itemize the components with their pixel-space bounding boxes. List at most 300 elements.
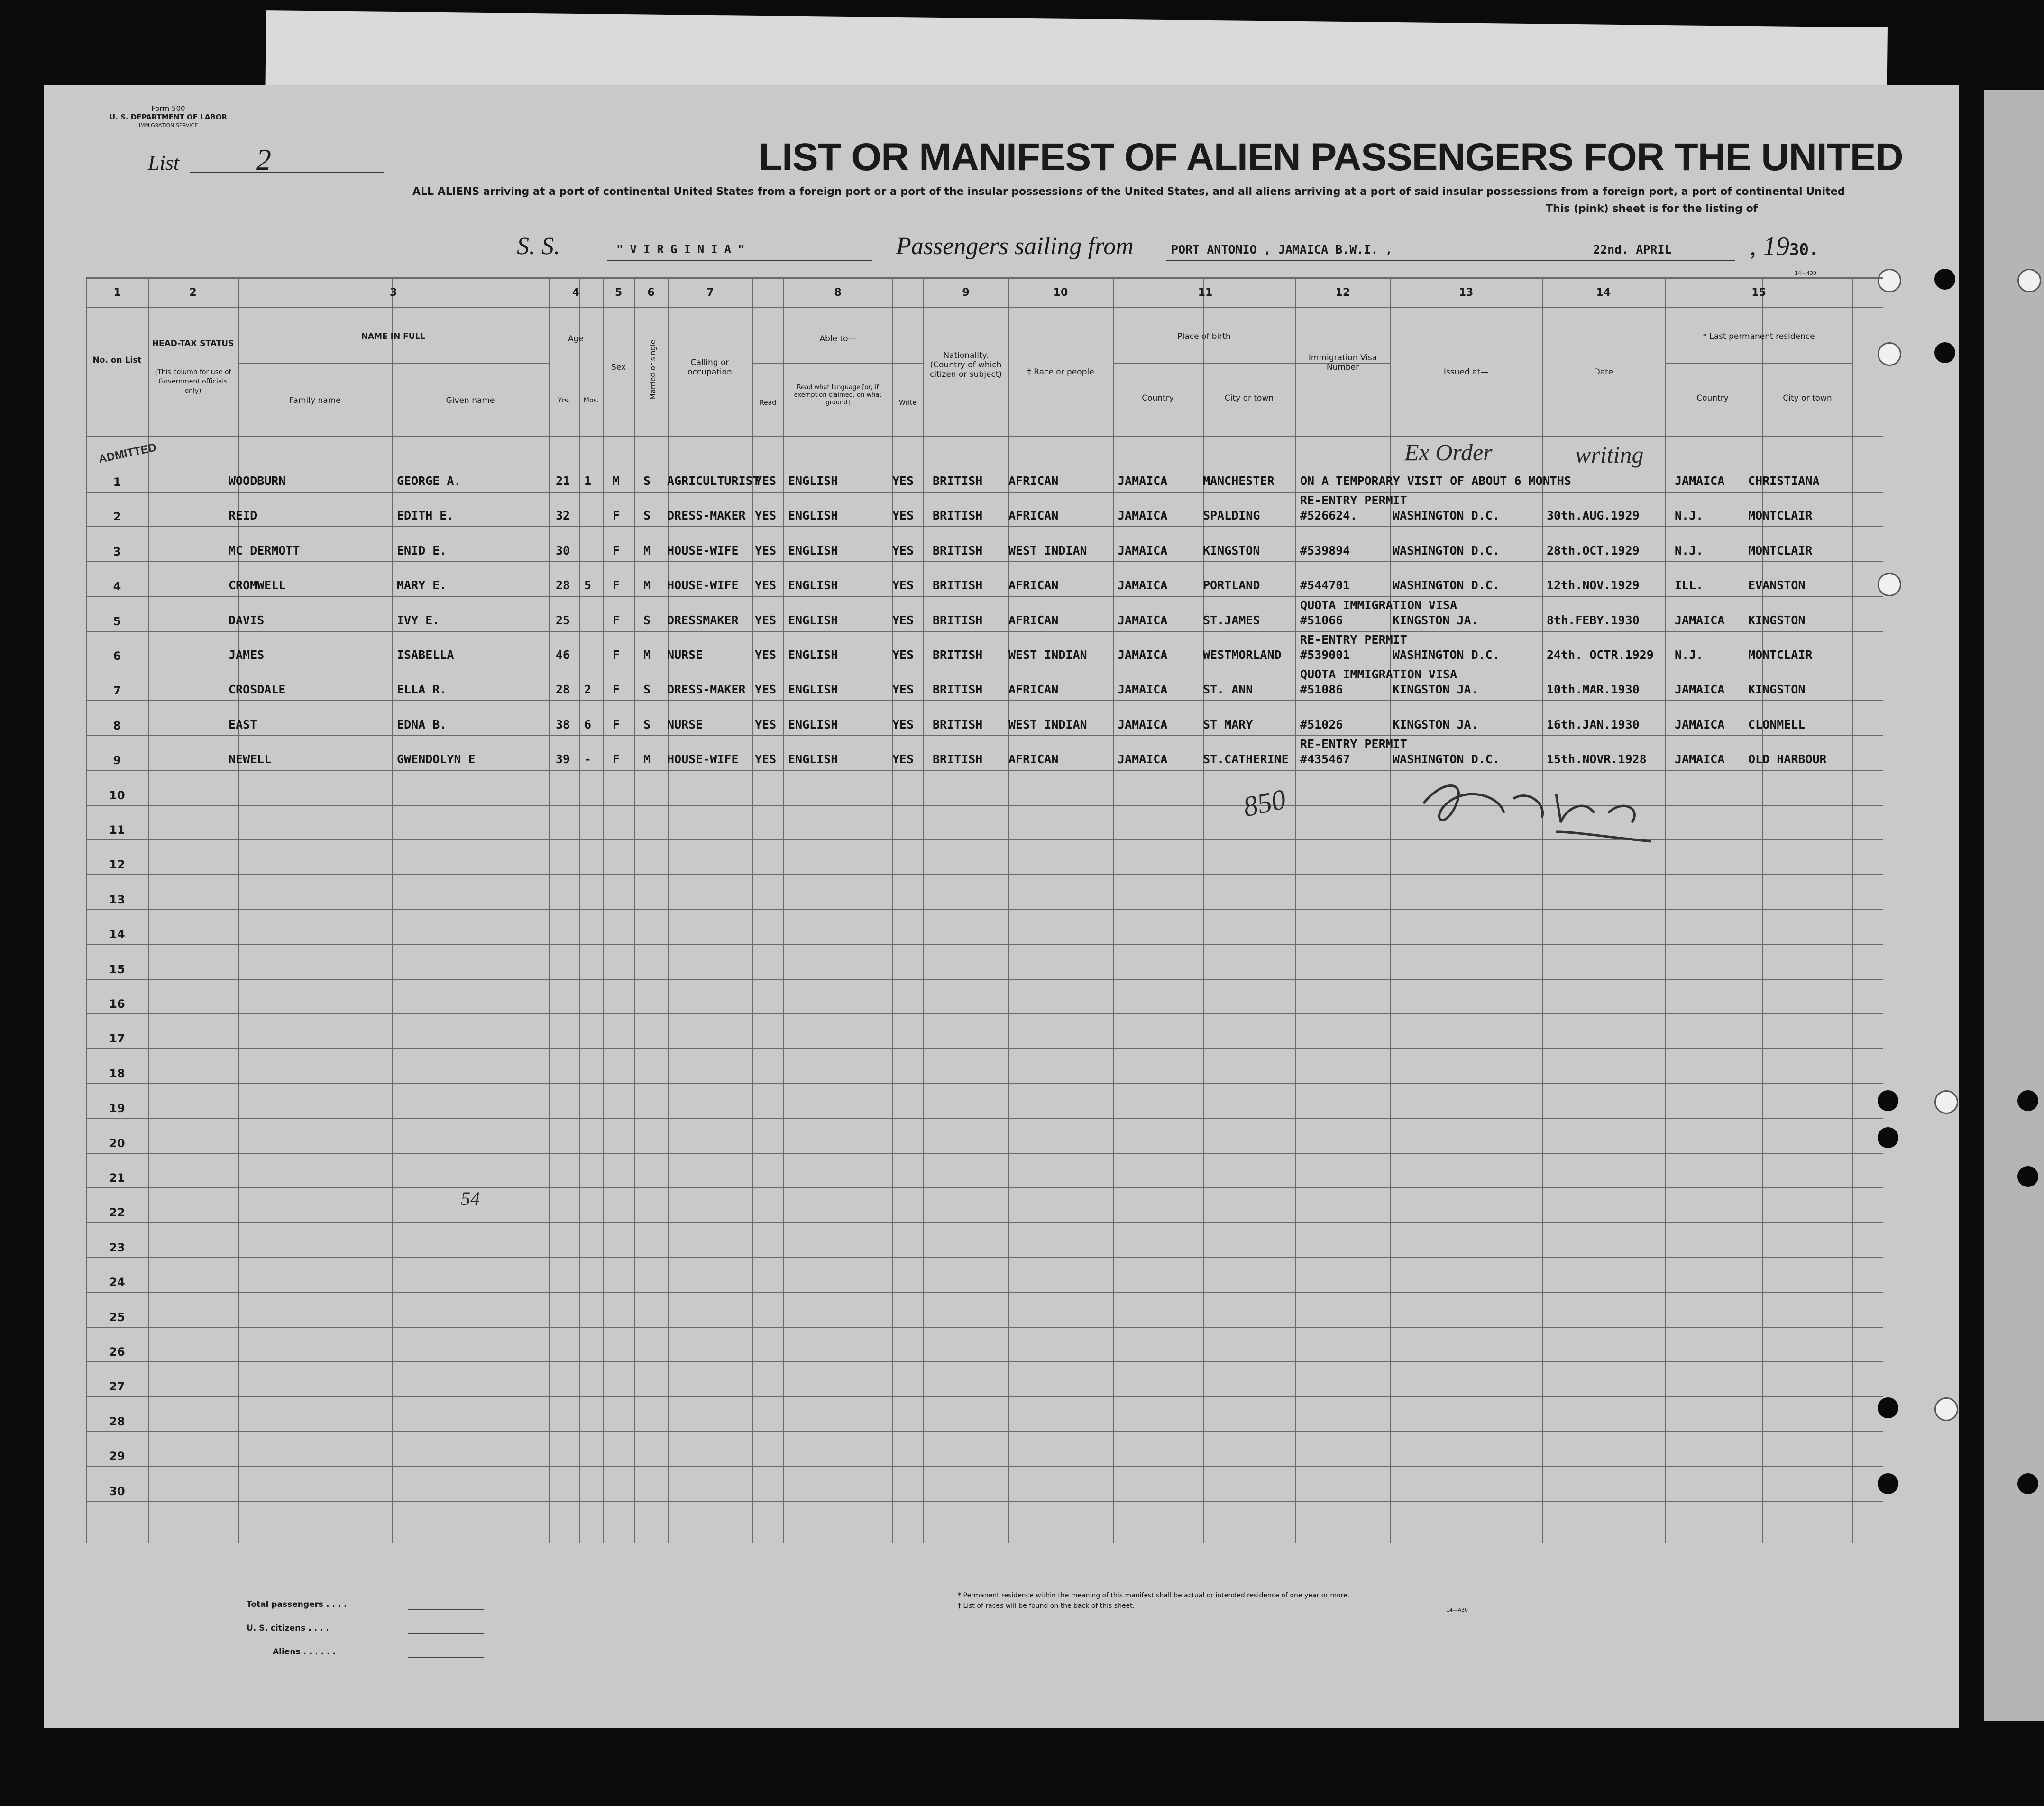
passenger-race: AFRICAN [1008,474,1059,488]
punch-hole-icon [2017,269,2041,292]
row-number: 30 [109,1484,125,1498]
punch-hole-icon [2017,1090,2038,1111]
row-number: 18 [109,1067,125,1080]
passenger-birth-country: JAMAICA [1118,752,1168,766]
header-visa: Immigration Visa Number [1308,353,1377,372]
manifest-subtitle: ALL ALIENS arriving at a port of continental United States from a foreign port or a port of the insular possessions of the United States, and all aliens arriving at a port of said insular possessions from a foreign port, a port of continental United [412,186,1845,198]
inspector-signature-icon [1404,770,1727,856]
passenger-family-name: MC DERMOTT [229,543,300,557]
row-divider [86,1257,1883,1258]
passenger-language: ENGLISH [788,683,838,697]
passenger-birth-city: SPALDING [1203,509,1260,523]
passenger-birth-country: JAMAICA [1118,578,1168,593]
passenger-visa-number: #51026 [1300,717,1343,731]
passenger-visa-date: 28th.OCT.1929 [1547,543,1640,557]
passenger-visa-type: RE-ENTRY PERMIT [1300,633,1407,647]
passenger-sex: F [613,717,620,731]
handwritten-signature: 850 [1240,783,1289,823]
col-number: 4 [572,287,580,299]
header-birth-city: City or town [1224,393,1274,403]
passenger-visa-date: 30th.AUG.1929 [1547,509,1640,523]
row-number: 1 [113,475,121,489]
header-head-tax-note: (This column for use of Government officials only) [155,368,231,395]
passenger-visa-issued-at: KINGSTON JA. [1393,717,1478,731]
passenger-occupation: DRESS-MAKER [667,683,746,697]
row-number: 2 [113,510,121,524]
passenger-can-write: YES [892,613,914,627]
header-no-on-list: No. on List [92,356,142,365]
passenger-residence-country: JAMAICA [1675,613,1725,627]
passenger-occupation: DRESSMAKER [667,613,739,627]
passenger-birth-city: ST MARY [1203,717,1253,731]
row-divider [86,1083,1883,1084]
passenger-nationality: BRITISH [933,474,983,488]
row-number: 5 [113,614,121,628]
row-divider [86,979,1883,980]
passenger-birth-country: JAMAICA [1118,613,1168,627]
row-number: 16 [109,997,125,1011]
punch-hole-icon [2017,1166,2038,1187]
passenger-birth-city: PORTLAND [1203,578,1260,593]
passenger-race: WEST INDIAN [1008,543,1087,557]
passenger-can-read: YES [755,509,777,523]
passenger-visa-number: ON A TEMPORARY VISIT OF ABOUT 6 MONTHS [1300,474,1571,488]
passenger-residence-country: JAMAICA [1675,752,1725,766]
header-date: Date [1594,367,1613,377]
passenger-can-write: YES [892,717,914,731]
sailing-year: , 1930. [1750,232,1819,261]
passenger-sex: F [613,648,620,662]
row-number: 9 [113,754,121,767]
handwritten-note: writing [1575,441,1644,468]
punch-hole-icon [2017,1473,2038,1494]
passenger-birth-city: MANCHESTER [1203,474,1274,488]
passenger-residence-city: OLD HARBOUR [1748,752,1827,766]
passenger-given-name: EDITH E. [397,509,454,523]
col-number: 12 [1335,287,1350,299]
row-divider [86,492,1883,493]
header-last-residence: * Last permanent residence [1703,332,1815,341]
form-identifier: Form 500 U. S. DEPARTMENT OF LABOR IMMIGRATION SERVICE [109,104,228,128]
row-number: 8 [113,719,121,732]
passenger-birth-country: JAMAICA [1118,543,1168,557]
passenger-race: AFRICAN [1008,509,1059,523]
footnote-races: † List of races will be found on the back of this sheet. [958,1602,1135,1610]
header-race: † Race or people [1027,367,1094,377]
passenger-can-read: YES [755,683,777,697]
sailing-label: Passengers sailing from [896,233,1134,260]
header-yrs: Yrs. [558,397,570,404]
col-number: 7 [706,287,714,299]
passenger-visa-type: RE-ENTRY PERMIT [1300,493,1407,508]
row-divider [86,1292,1883,1293]
passenger-family-name: DAVIS [229,613,265,627]
row-divider [86,909,1883,910]
passenger-birth-country: JAMAICA [1118,474,1168,488]
header-given-name: Given name [446,396,495,405]
passenger-birth-city: ST.JAMES [1203,613,1260,627]
row-number: 23 [109,1240,125,1254]
passenger-residence-country: JAMAICA [1675,717,1725,731]
passenger-nationality: BRITISH [933,578,983,593]
passenger-visa-type: RE-ENTRY PERMIT [1300,737,1407,751]
passenger-nationality: BRITISH [933,683,983,697]
passenger-marital-status: M [643,648,651,662]
header-name-in-full: NAME IN FULL [361,332,426,341]
manifest-table [86,277,1883,1543]
row-number: 13 [109,893,125,906]
passenger-family-name: REID [229,509,257,523]
passenger-visa-date: 16th.JAN.1930 [1547,717,1640,731]
passenger-can-write: YES [892,578,914,593]
punch-hole-icon [1934,342,1955,363]
row-divider [86,631,1883,632]
manifest-title: LIST OR MANIFEST OF ALIEN PASSENGERS FOR THE UNITED [759,136,1903,179]
passenger-given-name: GEORGE A. [397,474,461,488]
passenger-visa-number: #544701 [1300,578,1350,593]
passenger-family-name: CROMWELL [229,578,286,593]
row-number: 3 [113,545,121,558]
row-number: 6 [113,649,121,663]
passenger-occupation: DRESS-MAKER [667,509,746,523]
passenger-can-read: YES [755,543,777,557]
passenger-visa-issued-at: WASHINGTON D.C. [1393,648,1500,662]
passenger-visa-type: QUOTA IMMIGRATION VISA [1300,667,1457,682]
passenger-given-name: ENID E. [397,543,447,557]
passenger-can-read: YES [755,613,777,627]
passenger-can-write: YES [892,509,914,523]
passenger-race: WEST INDIAN [1008,648,1087,662]
passenger-birth-city: ST. ANN [1203,683,1253,697]
col-number: 3 [389,287,397,299]
passenger-family-name: CROSDALE [229,683,286,697]
passenger-age-years: 28 [556,578,570,593]
passenger-visa-number: #526624. [1300,509,1357,523]
passenger-sex: F [613,683,620,697]
header-res-city: City or town [1783,393,1832,403]
passenger-language: ENGLISH [788,543,838,557]
row-divider [86,1466,1883,1467]
passenger-sex: M [613,474,620,488]
row-divider [86,1048,1883,1049]
passenger-race: AFRICAN [1008,613,1059,627]
passenger-residence-country: N.J. [1675,509,1704,523]
passenger-marital-status: M [643,752,651,766]
row-number: 22 [109,1206,125,1220]
passenger-can-write: YES [892,543,914,557]
passenger-sex: F [613,752,620,766]
row-divider [86,1327,1883,1328]
row-number: 14 [109,928,125,941]
footer-total-passengers: Total passengers . . . . [247,1600,347,1609]
passenger-occupation: NURSE [667,717,703,731]
passenger-can-write: YES [892,683,914,697]
passenger-given-name: IVY E. [397,613,440,627]
passenger-residence-country: JAMAICA [1675,474,1725,488]
passenger-sex: F [613,509,620,523]
passenger-language: ENGLISH [788,717,838,731]
passenger-visa-number: #539894 [1300,543,1350,557]
passenger-visa-type: QUOTA IMMIGRATION VISA [1300,598,1457,612]
passenger-residence-city: MONTCLAIR [1748,509,1813,523]
col-number: 6 [647,287,655,299]
passenger-age-years: 21 [556,474,570,488]
passenger-occupation: HOUSE-WIFE [667,543,739,557]
passenger-race: WEST INDIAN [1008,717,1087,731]
row-number: 12 [109,858,125,872]
header-head-tax: HEAD-TAX STATUS [152,339,234,348]
row-number: 4 [113,580,121,593]
header-birth-country: Country [1142,393,1174,403]
passenger-birth-city: ST.CATHERINE [1203,752,1289,766]
row-divider [86,735,1883,736]
passenger-visa-number: #539001 [1300,648,1350,662]
col-number: 10 [1053,287,1068,299]
row-divider [86,1222,1883,1223]
footer-aliens: Aliens . . . . . . [273,1647,336,1657]
passenger-age-months: - [584,752,592,766]
passenger-visa-number: #51066 [1300,613,1343,627]
handwritten-note: Ex Order [1404,439,1493,465]
total-underline [408,1609,484,1610]
row-divider [86,1118,1883,1119]
col-number: 2 [189,287,197,299]
passenger-sex: F [613,613,620,627]
passenger-marital-status: S [643,474,651,488]
passenger-residence-city: EVANSTON [1748,578,1806,593]
passenger-residence-city: CHRISTIANA [1748,474,1820,488]
col-number: 8 [834,287,842,299]
row-number: 25 [109,1310,125,1324]
passenger-given-name: MARY E. [397,578,447,593]
punch-hole-icon [1934,1397,1958,1421]
row-divider [86,1153,1883,1154]
passenger-given-name: EDNA B. [397,717,447,731]
row-number: 21 [109,1171,125,1185]
passenger-age-years: 28 [556,683,570,697]
passenger-nationality: BRITISH [933,648,983,662]
passenger-race: AFRICAN [1008,683,1059,697]
row-divider [86,1187,1883,1188]
passenger-nationality: BRITISH [933,752,983,766]
passenger-marital-status: S [643,613,651,627]
passenger-residence-city: KINGSTON [1748,613,1806,627]
passenger-marital-status: M [643,543,651,557]
passenger-family-name: NEWELL [229,752,272,766]
passenger-age-years: 30 [556,543,570,557]
header-age: Age [568,334,584,344]
passenger-residence-city: CLONMELL [1748,717,1806,731]
passenger-family-name: EAST [229,717,257,731]
passenger-age-years: 46 [556,648,570,662]
header-sex: Sex [611,363,626,372]
col-number: 14 [1596,287,1611,299]
passenger-visa-issued-at: WASHINGTON D.C. [1393,509,1500,523]
passenger-residence-country: N.J. [1675,648,1704,662]
header-read-language: Read what language [or, if exemption claimed, on what ground] [794,384,882,406]
sailing-date: 22nd. APRIL [1593,243,1672,256]
passenger-nationality: BRITISH [933,717,983,731]
passenger-residence-city: KINGSTON [1748,683,1806,697]
passenger-can-write: YES [892,648,914,662]
row-divider [86,1396,1883,1397]
header-write: Write [899,399,917,407]
passenger-residence-country: N.J. [1675,543,1704,557]
punch-hole-icon [1934,1090,1958,1114]
passenger-birth-country: JAMAICA [1118,509,1168,523]
passenger-language: ENGLISH [788,474,838,488]
passenger-language: ENGLISH [788,578,838,593]
row-divider [86,561,1883,562]
passenger-visa-issued-at: WASHINGTON D.C. [1393,578,1500,593]
passenger-visa-issued-at: WASHINGTON D.C. [1393,543,1500,557]
passenger-visa-date: 8th.FEBY.1930 [1547,613,1640,627]
passenger-can-read: YES [755,717,777,731]
row-number: 20 [109,1136,125,1150]
passenger-marital-status: S [643,717,651,731]
footer-us-citizens: U. S. citizens . . . . [247,1624,329,1633]
passenger-marital-status: S [643,509,651,523]
passenger-residence-country: ILL. [1675,578,1704,593]
form-code: 14—430 [1795,270,1816,276]
footnote-residence: * Permanent residence within the meaning of this manifest shall be actual or intended residence of one year or more. [958,1592,1350,1599]
row-number: 29 [109,1450,125,1463]
manifest-subtitle-2: This (pink) sheet is for the listing of [1546,203,1758,215]
passenger-residence-city: MONTCLAIR [1748,543,1813,557]
passenger-age-years: 25 [556,613,570,627]
passenger-marital-status: S [643,683,651,697]
row-divider [86,944,1883,945]
row-number: 7 [113,684,121,698]
row-number: 26 [109,1345,125,1359]
passenger-nationality: BRITISH [933,509,983,523]
passenger-age-years: 38 [556,717,570,731]
passenger-language: ENGLISH [788,752,838,766]
aliens-underline [408,1657,484,1658]
header-mos: Mos. [583,397,599,404]
passenger-birth-city: WESTMORLAND [1203,648,1282,662]
passenger-visa-issued-at: KINGSTON JA. [1393,613,1478,627]
passenger-birth-country: JAMAICA [1118,648,1168,662]
passenger-can-read: YES [755,752,777,766]
row-number: 11 [109,823,125,837]
passenger-occupation: HOUSE-WIFE [667,752,739,766]
passenger-language: ENGLISH [788,648,838,662]
handwritten-number: 54 [461,1188,480,1209]
passenger-given-name: ELLA R. [397,683,447,697]
citizens-underline [408,1633,484,1634]
header-read: Read [759,399,777,407]
header-place-of-birth: Place of birth [1177,332,1231,341]
passenger-nationality: BRITISH [933,613,983,627]
col-number: 15 [1751,287,1766,299]
passenger-visa-number: #51086 [1300,683,1343,697]
passenger-birth-country: JAMAICA [1118,683,1168,697]
passenger-age-months: 2 [584,683,592,697]
header-issued-at: Issued at— [1443,367,1489,377]
passenger-marital-status: M [643,578,651,593]
row-number: 10 [109,788,125,802]
passenger-birth-city: KINGSTON [1203,543,1260,557]
row-divider [86,1361,1883,1362]
passenger-residence-city: MONTCLAIR [1748,648,1813,662]
passenger-visa-date: 24th. OCTR.1929 [1547,648,1654,662]
passenger-sex: F [613,543,620,557]
row-divider [86,1431,1883,1432]
passenger-visa-issued-at: WASHINGTON D.C. [1393,752,1500,766]
passenger-visa-date: 15th.NOVR.1928 [1547,752,1647,766]
row-divider [86,526,1883,527]
passenger-age-years: 39 [556,752,570,766]
passenger-occupation: AGRICULTURIST [667,474,760,488]
passenger-can-read: YES [755,474,777,488]
row-number: 28 [109,1414,125,1428]
row-divider [86,874,1883,875]
passenger-age-months: 6 [584,717,592,731]
col-number: 13 [1458,287,1474,299]
passenger-visa-date: 12th.NOV.1929 [1547,578,1640,593]
header-calling: Calling or occupation [687,358,732,377]
passenger-can-read: YES [755,648,777,662]
passenger-given-name: ISABELLA [397,648,454,662]
sailing-port: PORT ANTONIO , JAMAICA B.W.I. , [1171,243,1393,256]
row-divider [86,1013,1883,1014]
list-label: List [148,151,180,174]
passenger-race: AFRICAN [1008,578,1059,593]
passenger-occupation: NURSE [667,648,703,662]
passenger-can-write: YES [892,752,914,766]
passenger-age-months: 5 [584,578,592,593]
passenger-language: ENGLISH [788,613,838,627]
list-number: 2 [256,143,271,176]
passenger-age-years: 32 [556,509,570,523]
header-res-country: Country [1696,393,1729,403]
passenger-birth-country: JAMAICA [1118,717,1168,731]
ship-underline [607,260,872,261]
passenger-language: ENGLISH [788,509,838,523]
passenger-given-name: GWENDOLYN E [397,752,476,766]
port-underline [1166,260,1735,261]
col-number: 9 [962,287,970,299]
passenger-sex: F [613,578,620,593]
col-number: 1 [113,287,121,299]
row-divider [86,596,1883,597]
header-family-name: Family name [289,396,341,405]
row-number: 15 [109,962,125,976]
passenger-visa-issued-at: KINGSTON JA. [1393,683,1478,697]
passenger-visa-number: #435467 [1300,752,1350,766]
passenger-residence-country: JAMAICA [1675,683,1725,697]
row-number: 19 [109,1102,125,1115]
passenger-family-name: JAMES [229,648,265,662]
passenger-nationality: BRITISH [933,543,983,557]
passenger-age-months: 1 [584,474,592,488]
passenger-can-read: YES [755,578,777,593]
row-divider [86,700,1883,701]
col-number: 11 [1198,287,1213,299]
ss-label: S. S. [517,233,560,260]
row-number: 24 [109,1276,125,1289]
footer-code: 14—430 [1446,1607,1468,1613]
admitted-stamp: ADMITTED [97,441,158,466]
list-underline [190,172,384,173]
passenger-race: AFRICAN [1008,752,1059,766]
row-number: 27 [109,1380,125,1394]
passenger-occupation: HOUSE-WIFE [667,578,739,593]
punch-hole-icon [1934,269,1955,290]
passenger-can-write: YES [892,474,914,488]
header-able-to: Able to— [819,334,856,344]
